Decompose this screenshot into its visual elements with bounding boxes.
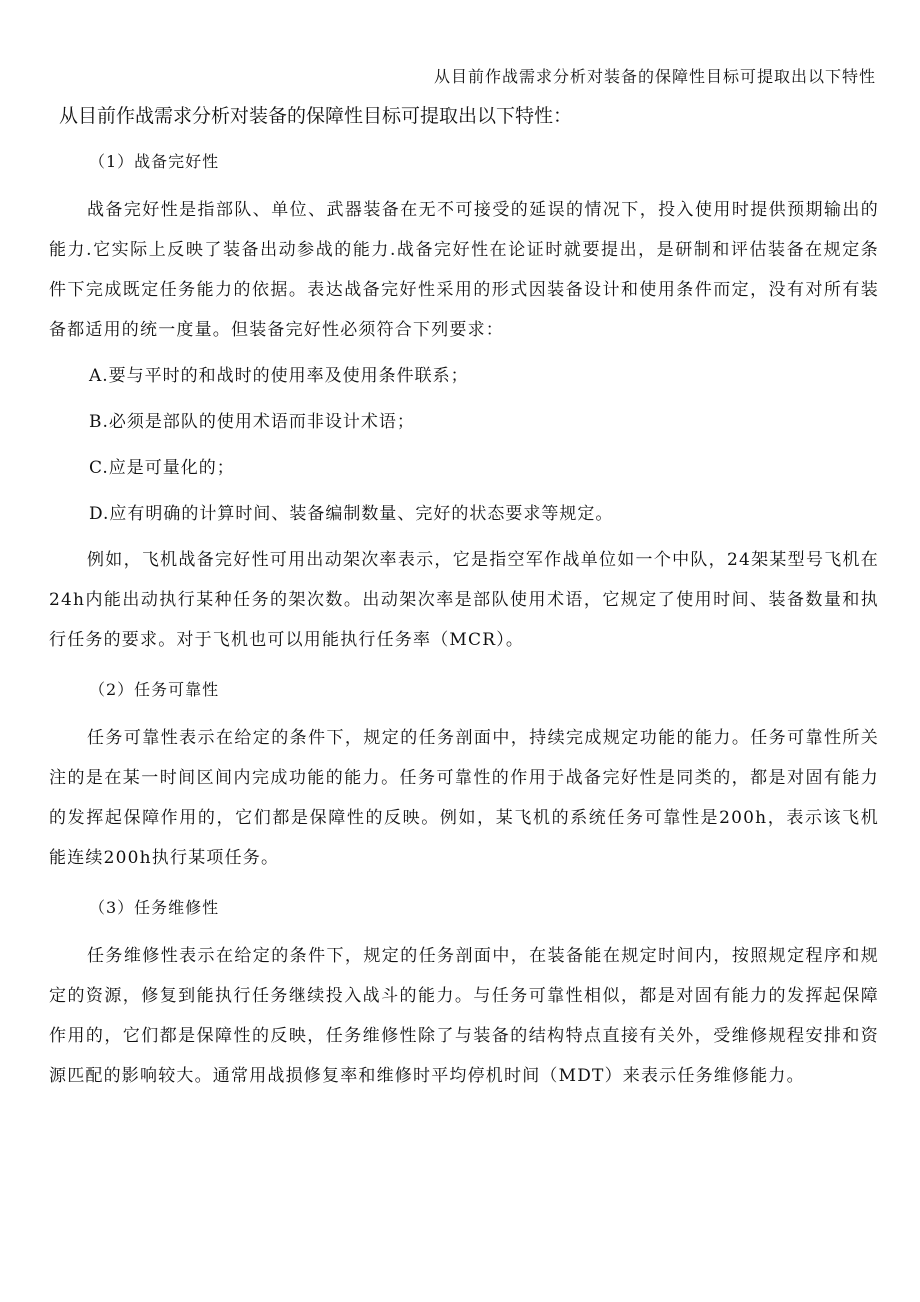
- section-heading-readiness: （1）战备完好性: [89, 152, 220, 171]
- section-heading-mission-reliability: （2）任务可靠性: [89, 680, 220, 699]
- requirement-item-c: C.应是可量化的；: [89, 458, 235, 478]
- paragraph-readiness-definition: 战备完好性是指部队、单位、武器装备在无不可接受的延误的情况下，投入使用时提供预期输出的能力.它实际上反映了装备出动参战的能力.战备完好性在论证时就要提出，是研制和评估装备在规定条件下完成既定任务能力的依据。表达战备完好性采用的形式因装备设计和使用条件而定，没有对所有装备都适用的统一度量。但装备完好性必须符合下列要求：: [49, 200, 879, 340]
- intro-paragraph: 从目前作战需求分析对装备的保障性目标可提取出以下特性：: [59, 105, 573, 127]
- running-header: 从目前作战需求分析对装备的保障性目标可提取出以下特性: [433, 67, 876, 86]
- document-body: [49, 96, 879, 1096]
- section-heading-mission-maintainability: （3）任务维修性: [89, 898, 220, 917]
- paragraph-readiness-example: 例如，飞机战备完好性可用出动架次率表示，它是指空军作战单位如一个中队，24架某型号飞机在24h内能出动执行某种任务的架次数。出动架次率是部队使用术语，它规定了使用时间、装备数量和执行任务的要求。对于飞机也可以用能执行任务率（MCR）。: [49, 550, 879, 650]
- requirement-item-d: D.应有明确的计算时间、装备编制数量、完好的状态要求等规定。: [89, 504, 614, 524]
- requirement-item-b: B.必须是部队的使用术语而非设计术语；: [89, 412, 415, 432]
- paragraph-mission-reliability: 任务可靠性表示在给定的条件下，规定的任务剖面中，持续完成规定功能的能力。任务可靠性所关注的是在某一时间区间内完成功能的能力。任务可靠性的作用于战备完好性是同类的，都是对固有能力的发挥起保障作用的，它们都是保障性的反映。例如，某飞机的系统任务可靠性是200h，表示该飞机能连续200h执行某项任务。: [49, 728, 879, 868]
- paragraph-mission-maintainability: 任务维修性表示在给定的条件下，规定的任务剖面中，在装备能在规定时间内，按照规定程序和规定的资源，修复到能执行任务继续投入战斗的能力。与任务可靠性相似，都是对固有能力的发挥起保障作用的，它们都是保障性的反映，任务维修性除了与装备的结构特点直接有关外，受维修规程安排和资源匹配的影响较大。通常用战损修复率和维修时平均停机时间（MDT）来表示任务维修能力。: [49, 946, 879, 1086]
- requirement-item-a: A.要与平时的和战时的使用率及使用条件联系；: [89, 366, 469, 386]
